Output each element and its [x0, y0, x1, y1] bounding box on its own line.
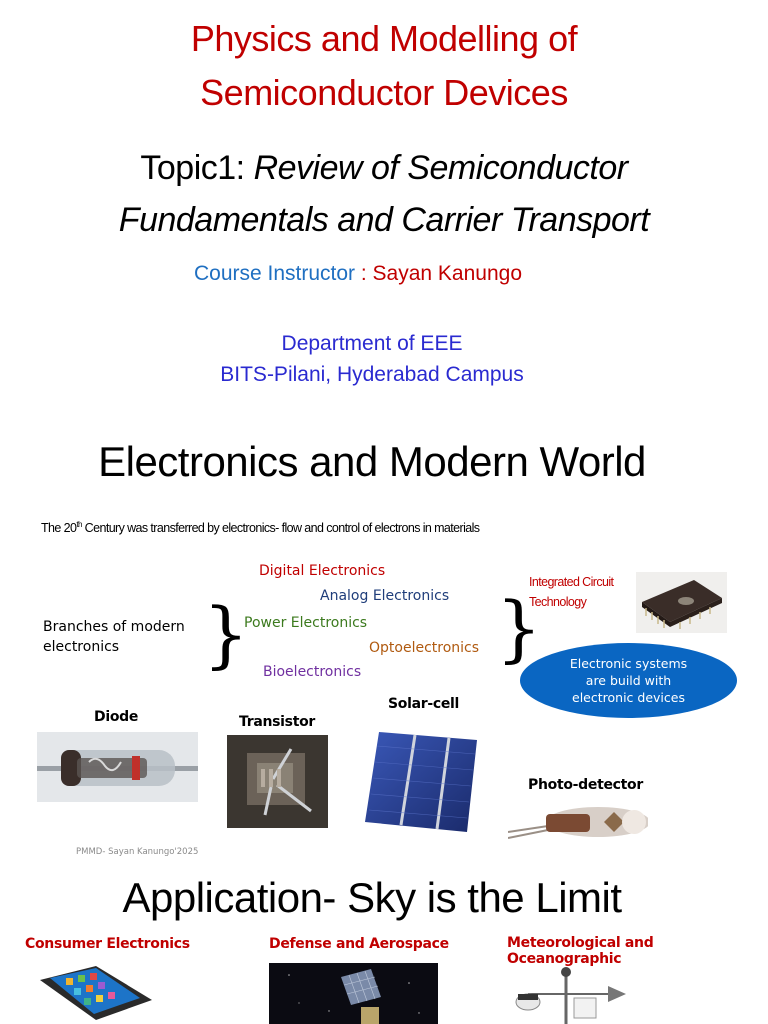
department-line: Department of EEE	[281, 332, 463, 355]
diode-image	[37, 732, 198, 802]
instructor-label: Course Instructor	[193, 262, 356, 285]
section-title-application: Application- Sky is the Limit	[122, 874, 622, 921]
smartphones-image	[36, 960, 156, 1024]
meteorological-label: Meteorological and Oceanographic	[507, 935, 654, 967]
branch-power: Power Electronics	[244, 615, 368, 631]
slide-title-line2: Semiconductor Devices	[200, 72, 568, 113]
century-statement: The 20th Century was transferred by electronics- flow and control of electrons in materials	[41, 520, 480, 536]
instructor-name: Sayan Kanungo	[372, 262, 523, 285]
ic-chip-image	[636, 572, 727, 633]
ic-technology-label: Integrated Circuit Technology	[529, 575, 614, 609]
topic-rest: Review of Semiconductor	[253, 149, 628, 187]
branch-bioelectronics: Bioelectronics	[263, 664, 362, 680]
right-brace: }	[496, 586, 542, 670]
solar-cell-image	[359, 726, 486, 838]
section-title-electronics: Electronics and Modern World	[98, 438, 646, 485]
transistor-label: Transistor	[239, 714, 316, 730]
defense-aerospace-label: Defense and Aerospace	[269, 936, 449, 952]
topic-prefix: Topic1:	[140, 149, 254, 187]
campus-line: BITS-Pilani, Hyderabad Campus	[220, 363, 524, 386]
electronic-systems-callout: Electronic systems are build with electronic devices	[520, 643, 737, 718]
topic-line1	[0, 142, 768, 194]
slide-title	[0, 12, 768, 120]
topic-line2: Fundamentals and Carrier Transport	[118, 201, 650, 239]
photo-detector-image	[508, 800, 648, 846]
branch-analog: Analog Electronics	[320, 588, 450, 604]
transistor-image	[227, 735, 328, 828]
branch-optoelectronics: Optoelectronics	[369, 640, 480, 656]
instructor-separator: :	[355, 262, 373, 285]
topic-heading	[0, 142, 768, 246]
left-brace: }	[203, 592, 249, 676]
department-info	[0, 328, 744, 390]
solar-cell-label: Solar-cell	[388, 696, 460, 712]
slide-footer: PMMD- Sayan Kanungo'2025	[76, 847, 199, 857]
satellite-image	[269, 963, 438, 1024]
slide-title-line1: Physics and Modelling of	[190, 18, 578, 59]
diode-label: Diode	[94, 709, 139, 725]
course-instructor	[0, 262, 716, 286]
consumer-electronics-label: Consumer Electronics	[25, 936, 190, 952]
branches-label: Branches of modern electronics	[43, 619, 185, 655]
branch-digital: Digital Electronics	[259, 563, 386, 579]
weather-station-image	[508, 964, 638, 1024]
photo-detector-label: Photo-detector	[528, 777, 643, 793]
